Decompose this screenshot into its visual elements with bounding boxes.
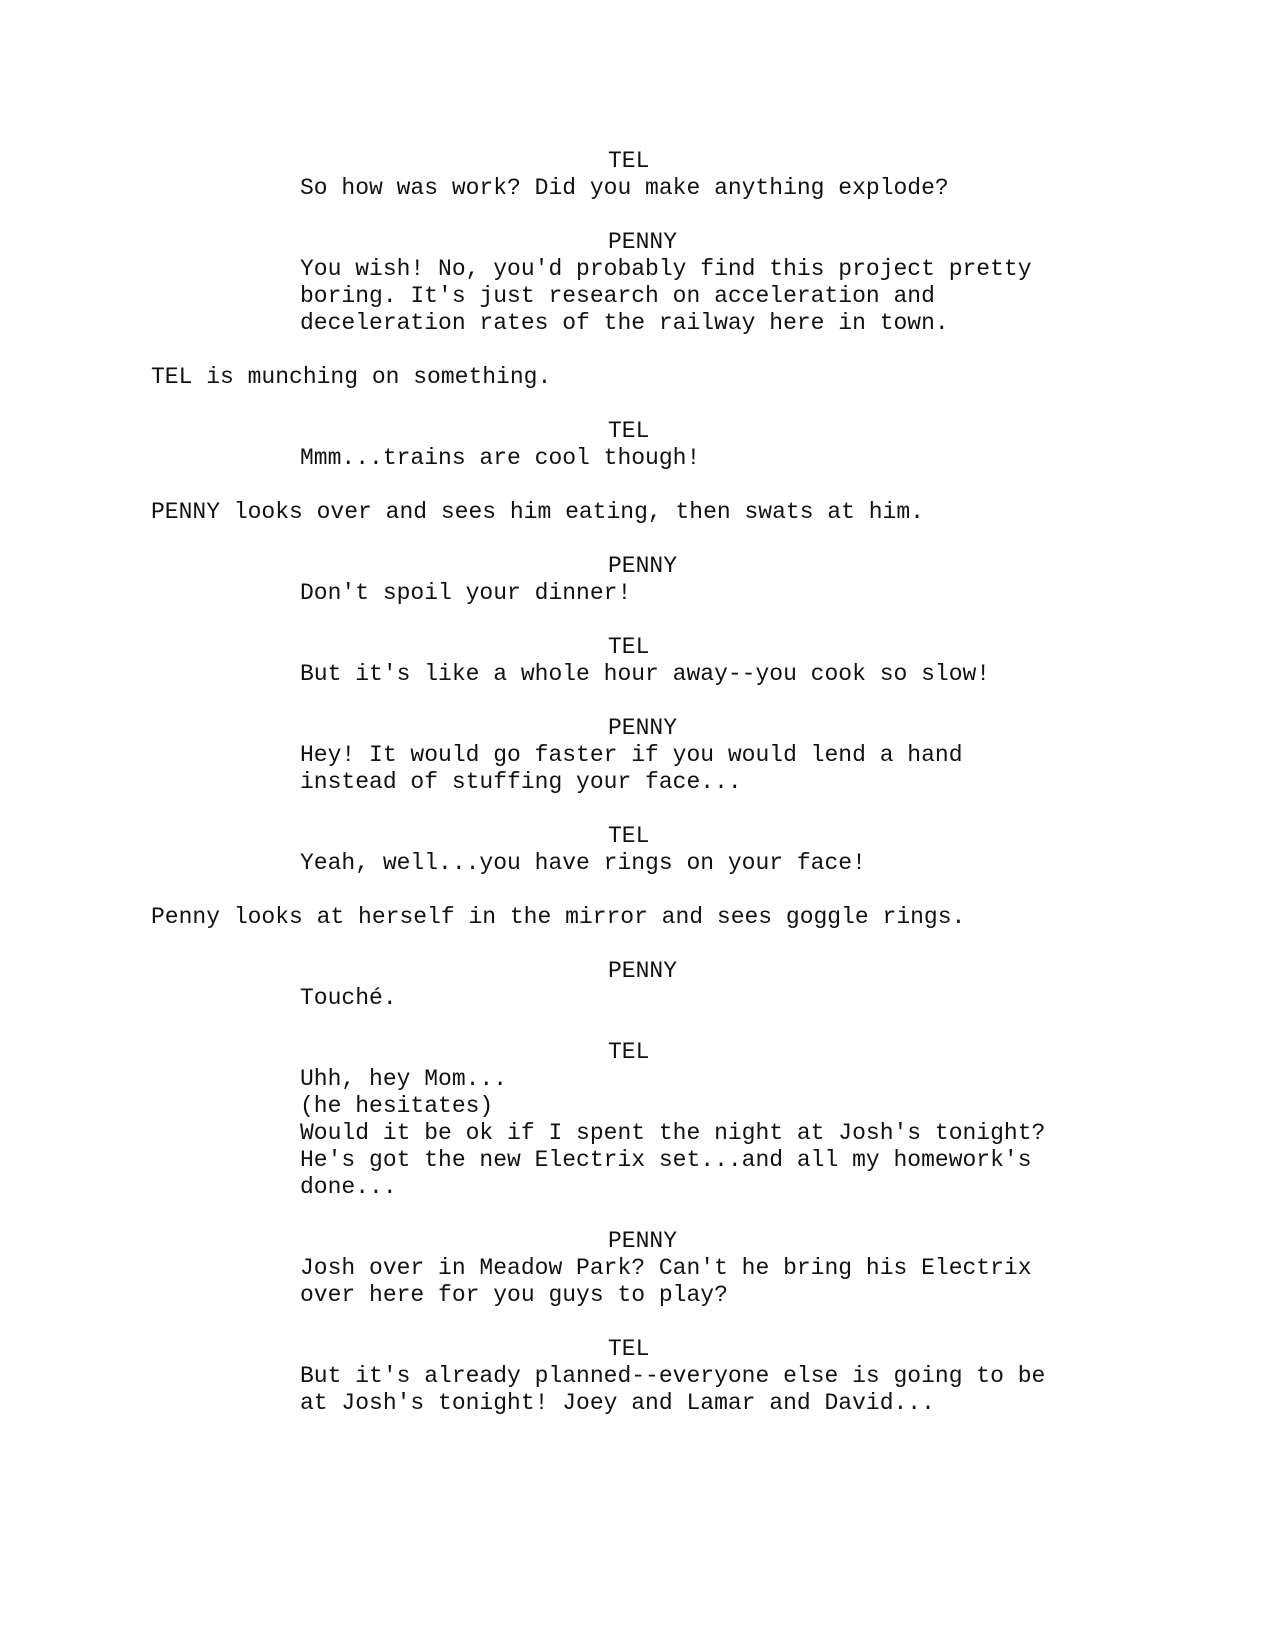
- character-name: PENNY: [608, 715, 678, 741]
- dialogue-line: So how was work? Did you make anything explode?: [300, 175, 949, 201]
- dialogue-line: Josh over in Meadow Park? Can't he bring his Electrix: [300, 1255, 1032, 1281]
- dialogue-line: He's got the new Electrix set...and all my homework's: [300, 1147, 1032, 1173]
- character-name: TEL: [608, 634, 650, 660]
- character-name: TEL: [608, 823, 650, 849]
- action-line: TEL is munching on something.: [151, 364, 552, 390]
- dialogue-line: But it's like a whole hour away--you cook so slow!: [300, 661, 991, 687]
- dialogue-line: done...: [300, 1174, 397, 1200]
- dialogue-line: Don't spoil your dinner!: [300, 580, 632, 606]
- dialogue-line: Touché.: [300, 985, 397, 1011]
- character-name: PENNY: [608, 958, 678, 984]
- character-name: TEL: [608, 418, 650, 444]
- dialogue-line: instead of stuffing your face...: [300, 769, 742, 795]
- character-name: PENNY: [608, 229, 678, 255]
- dialogue-line: Yeah, well...you have rings on your face!: [300, 850, 866, 876]
- dialogue-line: Hey! It would go faster if you would lend a hand: [300, 742, 963, 768]
- character-name: PENNY: [608, 1228, 678, 1254]
- dialogue-line: at Josh's tonight! Joey and Lamar and David...: [300, 1390, 935, 1416]
- dialogue-line: But it's already planned--everyone else is going to be: [300, 1363, 1046, 1389]
- dialogue-line: Uhh, hey Mom...: [300, 1066, 508, 1092]
- character-name: TEL: [608, 148, 650, 174]
- dialogue-line: Would it be ok if I spent the night at Josh's tonight?: [300, 1120, 1046, 1146]
- action-line: PENNY looks over and sees him eating, then swats at him.: [151, 499, 924, 525]
- dialogue-line: deceleration rates of the railway here in town.: [300, 310, 949, 336]
- dialogue-line: over here for you guys to play?: [300, 1282, 728, 1308]
- character-name: PENNY: [608, 553, 678, 579]
- action-line: Penny looks at herself in the mirror and sees goggle rings.: [151, 904, 966, 930]
- parenthetical: (he hesitates): [300, 1093, 494, 1119]
- dialogue-line: Mmm...trains are cool though!: [300, 445, 701, 471]
- character-name: TEL: [608, 1336, 650, 1362]
- character-name: TEL: [608, 1039, 650, 1065]
- dialogue-line: You wish! No, you'd probably find this project pretty: [300, 256, 1032, 282]
- dialogue-line: boring. It's just research on acceleration and: [300, 283, 935, 309]
